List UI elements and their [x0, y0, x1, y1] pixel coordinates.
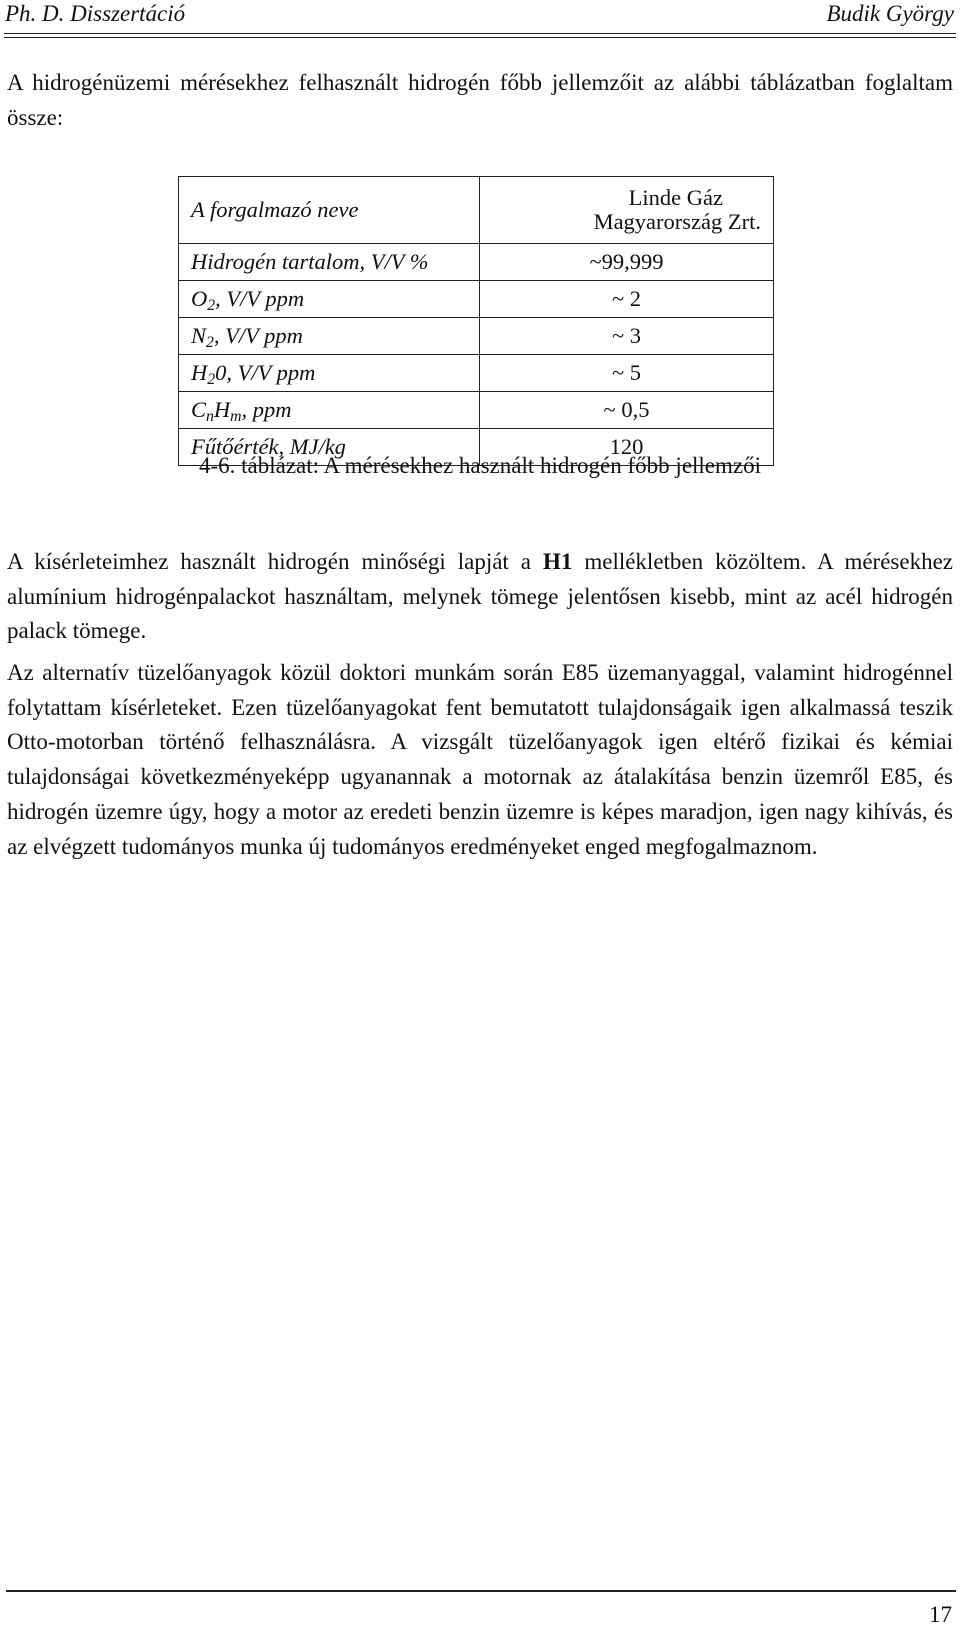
formula-subscript: 2 — [206, 334, 214, 351]
table-row — [179, 177, 774, 244]
table-cell-property: A forgalmazó neve — [179, 177, 480, 244]
table-cell-property — [179, 355, 480, 392]
formula-subscript: n — [206, 408, 214, 425]
page-number: 17 — [929, 1602, 952, 1627]
table-row — [179, 355, 774, 392]
table-row — [179, 244, 774, 281]
table-row — [179, 318, 774, 355]
table-cell-property — [179, 281, 480, 318]
table-cell-value: ~ 0,5 — [480, 392, 774, 429]
intro-paragraph: A hidrogénüzemi mérésekhez felhasznált hidrogén főbb jellemzőit az alábbi táblázatban foglaltam össze: — [7, 70, 953, 130]
table-caption: 4-6. táblázat: A mérésekhez használt hidrogén főbb jellemzői — [198, 453, 762, 478]
table-cell-value: ~ 5 — [480, 355, 774, 392]
formula-part: C — [191, 397, 207, 422]
header-rule — [4, 37, 956, 38]
table-row — [179, 281, 774, 318]
table-cell-value: ~ 3 — [480, 318, 774, 355]
table-cell-property: Fűtőérték, MJ/kg — [179, 429, 480, 466]
formula-part: H — [213, 397, 231, 422]
table-cell-value: ~99,999 — [480, 244, 774, 281]
formula-part: H — [191, 360, 208, 385]
table-cell-value — [480, 177, 774, 244]
table-cell-value: ~ 2 — [480, 281, 774, 318]
table-cell-property: Hidrogén tartalom, V/V % — [179, 244, 480, 281]
hydrogen-spec-table — [178, 176, 774, 466]
body-paragraph: Az alternatív tüzelőanyagok közül doktori munkám során E85 üzemanyaggal, valamint hidrogénnel folytattam kísérleteket. Ezen tüzelőanyagokat fent bemutatott tulajdonságaik igen alkalmassá teszik Otto-motorban történő felhasználásra. A vizsgált tüzelőanyagok igen eltérő fizikai és kémiai tulajdonságai következményeképp ugyanannak a motornak az átalakítása benzin üzemről E85, és hidrogén üzemre úgy, hogy a motor az eredeti benzin üzemre is képes maradjon, igen nagy kihívás, és az elvégzett tudományos munka új tudományos eredményeket enged megfogalmaznom. — [7, 660, 953, 859]
formula-part: , ppm — [241, 397, 292, 422]
header-title-left: Ph. D. Disszertáció — [5, 1, 186, 26]
formula-part: O — [191, 286, 208, 311]
formula-subscript: 2 — [207, 297, 216, 314]
formula-subscript: m — [230, 408, 242, 425]
formula-part: , V/V ppm — [215, 286, 305, 311]
appendix-reference: H1 — [542, 549, 573, 574]
header-rule — [4, 33, 956, 34]
table-row — [179, 392, 774, 429]
table-cell-value: 120 — [480, 429, 774, 466]
value-line: Magyarország Zrt. — [593, 209, 761, 234]
formula-part: , V/V ppm — [213, 323, 303, 348]
table-cell-property — [179, 392, 480, 429]
footer-rule — [6, 1590, 956, 1592]
formula-part: N — [191, 323, 207, 348]
paragraph-text: A kísérleteimhez használt hidrogén minőségi lapját a — [7, 549, 543, 574]
paragraph-text: mellékletben közöltem. A mérésekhez alumínium hidrogénpalackot használtam, melynek tömege jelentősen kisebb, mint az acél hidrogén palack tömege. — [7, 549, 953, 644]
formula-subscript: 2 — [207, 371, 216, 388]
value-line: Linde Gáz — [628, 185, 723, 210]
formula-part: 0, V/V ppm — [215, 360, 316, 385]
header-author-right: Budik György — [826, 1, 954, 26]
table-cell-property — [179, 318, 480, 355]
body-paragraph — [7, 545, 953, 649]
